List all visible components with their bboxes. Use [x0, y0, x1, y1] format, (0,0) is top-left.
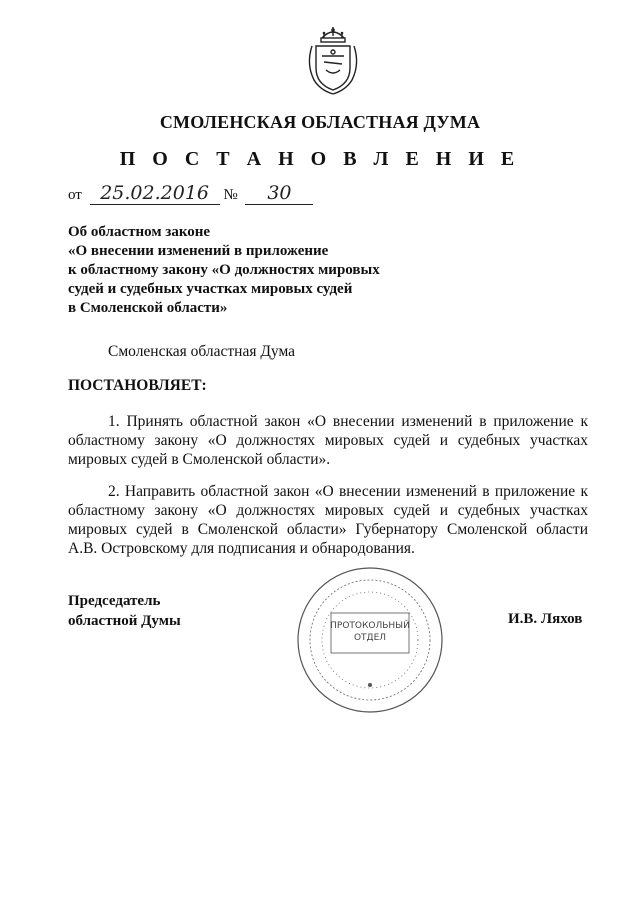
paragraph-line: 2. Направить областной закон «О внесении изменений в приложение к — [108, 483, 588, 500]
stamp-label — [330, 620, 410, 644]
paragraph-line: А.В. Островскому для подписания и обнародования. — [68, 540, 415, 557]
signatory-title-line: областной Думы — [68, 613, 181, 629]
stamp-label-line: ПРОТОКОЛЬНЫЙ — [330, 621, 410, 631]
official-stamp — [295, 565, 445, 715]
subject-line: судей и судебных участках мировых судей — [68, 281, 353, 297]
subject-line: к областному закону «О должностях мировых — [68, 262, 380, 278]
signatory-title-line: Председатель — [68, 593, 161, 609]
paragraph-line: областному закону «О должностях мировых судей и судебных участках — [68, 502, 588, 519]
paragraph-line: мировых судей в Смоленской области» Губернатору Смоленской области — [68, 521, 588, 538]
paragraph-2 — [68, 482, 588, 558]
document-type: П О С Т А Н О В Л Е Н И Е — [119, 148, 521, 170]
document-number: 30 — [245, 182, 313, 205]
date-number-line — [68, 182, 313, 205]
resolves-heading: ПОСТАНОВЛЯЕТ: — [68, 377, 207, 394]
date-prefix: от — [68, 187, 82, 203]
paragraph-line: областному закону «О должностях мировых судей и судебных участках — [68, 432, 588, 449]
signatory-name: И.В. Ляхов — [508, 611, 583, 627]
subject-line: Об областном законе — [68, 224, 211, 240]
paragraph-1 — [68, 412, 588, 469]
subject-line: «О внесении изменений в приложение — [68, 243, 329, 259]
paragraph-line: мировых судей в Смоленской области». — [68, 451, 331, 468]
number-prefix: № — [223, 187, 238, 203]
subject-heading — [68, 223, 380, 318]
coat-of-arms-emblem — [302, 24, 364, 96]
subject-line: в Смоленской области» — [68, 300, 228, 316]
organization-title: СМОЛЕНСКАЯ ОБЛАСТНАЯ ДУМА — [159, 112, 481, 132]
signatory-title — [68, 591, 181, 631]
paragraph-line: 1. Принять областной закон «О внесении изменений в приложение к — [108, 413, 588, 430]
stamp-label-line: ОТДЕЛ — [353, 633, 387, 643]
issuer-line: Смоленская областная Дума — [108, 343, 296, 360]
document-date: 25.02.2016 — [90, 182, 220, 205]
